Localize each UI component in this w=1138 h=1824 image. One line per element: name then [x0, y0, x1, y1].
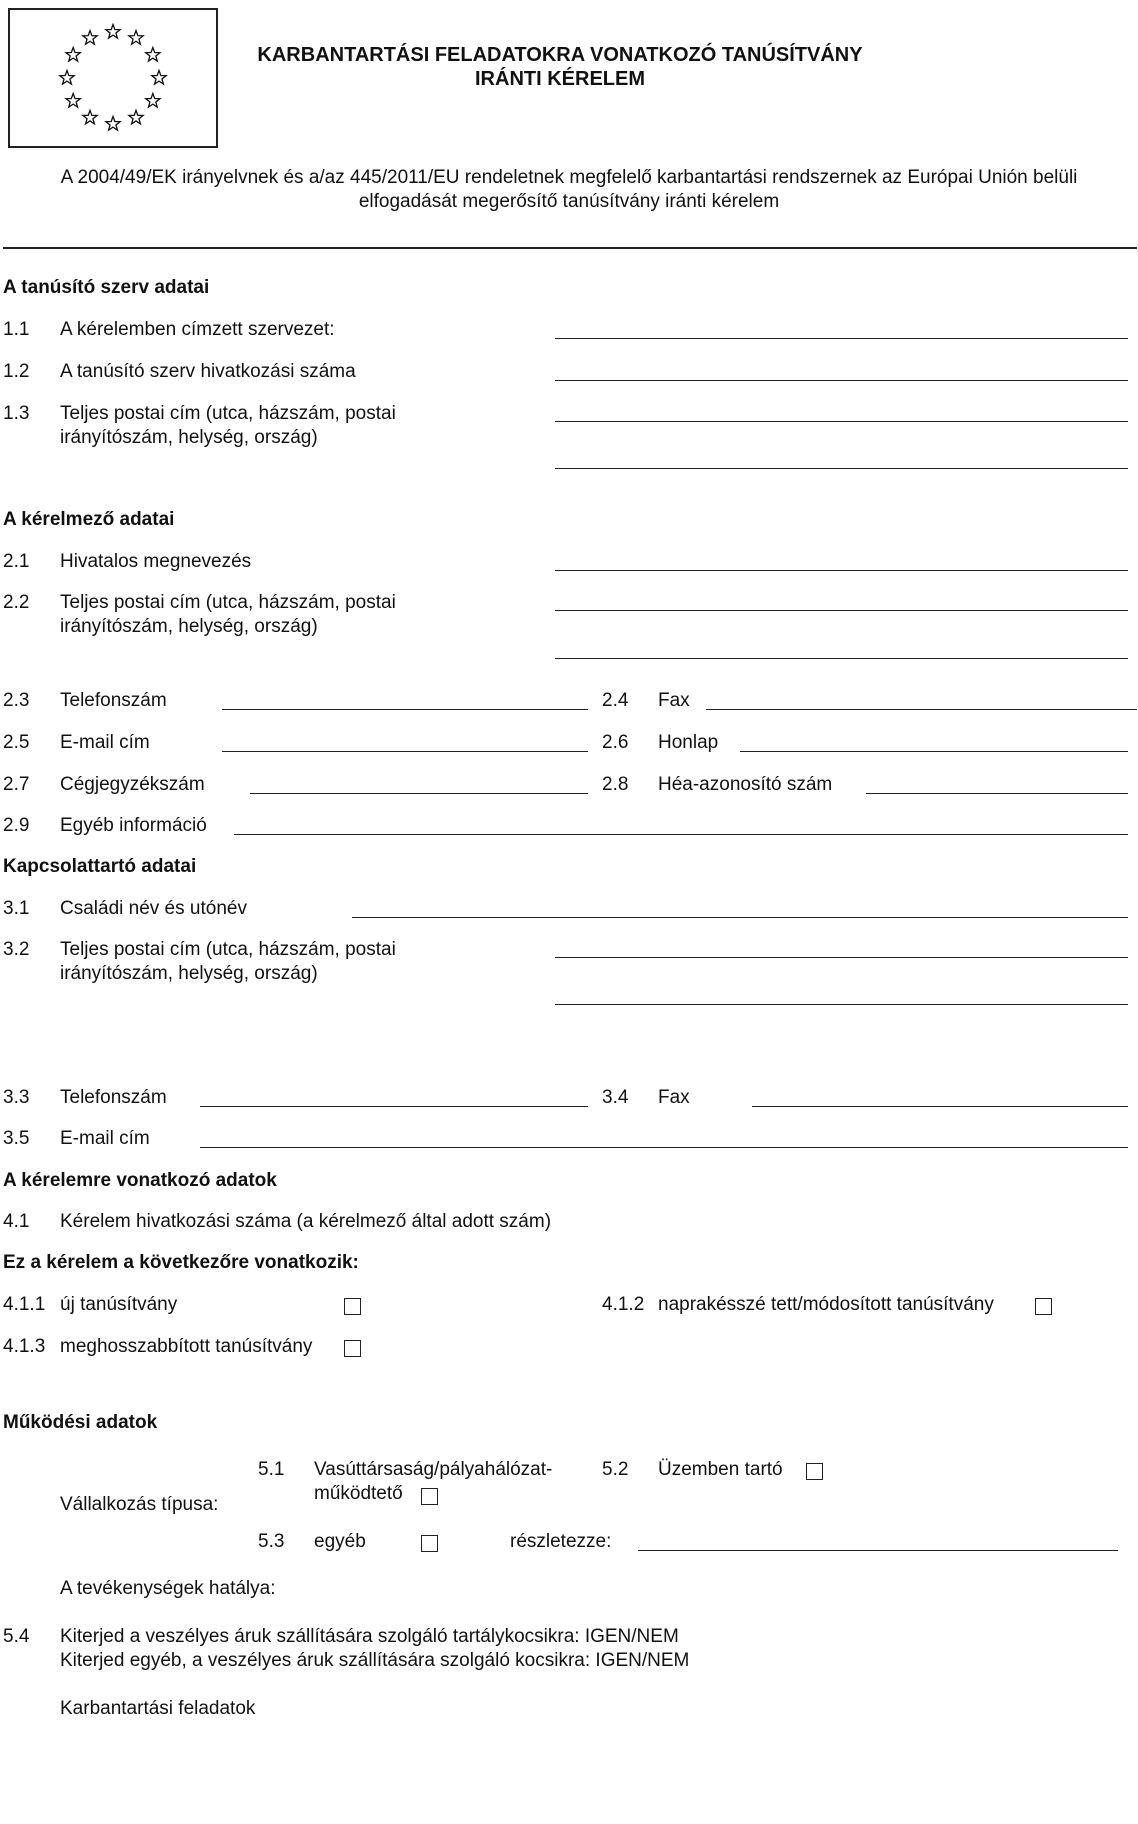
row-3-4-number: 3.4	[602, 1087, 629, 1108]
row-1-2-number: 1.2	[3, 361, 30, 382]
row-3-4-field[interactable]	[752, 1106, 1128, 1107]
row-2-2-label-line2: irányítószám, helység, ország)	[60, 616, 318, 637]
row-2-8-label: Héa-azonosító szám	[658, 774, 833, 795]
row-1-1-label: A kérelemben címzett szervezet:	[60, 319, 335, 340]
star-icon	[129, 31, 143, 45]
row-2-6-number: 2.6	[602, 732, 629, 753]
row-3-5-label: E-mail cím	[60, 1128, 150, 1149]
section2-heading: A kérelmező adatai	[3, 509, 175, 530]
row-2-2-field-line1[interactable]	[555, 610, 1128, 611]
row-2-5-field[interactable]	[222, 751, 588, 752]
maintenance-tasks-label: Karbantartási feladatok	[60, 1698, 256, 1719]
row-2-9-label: Egyéb információ	[60, 815, 207, 836]
row-2-1-label: Hivatalos megnevezés	[60, 551, 252, 572]
row-2-8-field[interactable]	[866, 793, 1128, 794]
option-4-1-3-number: 4.1.3	[3, 1336, 46, 1357]
row-2-1-field[interactable]	[555, 570, 1128, 571]
row-5-3-detail-label: részletezze:	[510, 1531, 612, 1552]
updated-certificate-checkbox[interactable]	[1035, 1298, 1052, 1315]
option-4-1-2-number: 4.1.2	[602, 1294, 645, 1315]
railway-undertaking-checkbox[interactable]	[421, 1488, 438, 1505]
extended-certificate-checkbox[interactable]	[344, 1340, 361, 1357]
row-5-3-detail-field[interactable]	[638, 1550, 1118, 1551]
row-3-1-field[interactable]	[352, 917, 1128, 918]
row-1-3-field-line1[interactable]	[555, 421, 1128, 422]
row-2-6-label: Honlap	[658, 732, 719, 753]
row-5-1-label-line1: Vasúttársaság/pályahálózat-	[314, 1459, 553, 1480]
star-icon	[146, 94, 160, 108]
new-certificate-checkbox[interactable]	[344, 1298, 361, 1315]
row-2-3-field[interactable]	[222, 709, 588, 710]
row-2-2-field-line2[interactable]	[555, 658, 1128, 659]
row-2-3-number: 2.3	[3, 690, 30, 711]
row-3-3-number: 3.3	[3, 1087, 30, 1108]
row-3-5-number: 3.5	[3, 1128, 30, 1149]
star-icon	[66, 94, 80, 108]
star-icon	[66, 48, 80, 62]
row-4-1-number: 4.1	[3, 1211, 30, 1232]
enterprise-type-label: Vállalkozás típusa:	[60, 1494, 219, 1515]
row-5-4-line1: Kiterjed a veszélyes áruk szállítására szolgáló tartálykocsikra: IGEN/NEM	[60, 1626, 679, 1647]
eu-stars-icon	[10, 10, 216, 146]
row-2-9-field[interactable]	[234, 834, 1128, 835]
row-2-7-number: 2.7	[3, 774, 30, 795]
row-5-1-label-line2: működtető	[314, 1483, 403, 1504]
row-1-3-label-line1: Teljes postai cím (utca, házszám, postai	[60, 403, 396, 424]
form-title-line1: KARBANTARTÁSI FELADATOKRA VONATKOZÓ TANÚSÍTVÁNY	[257, 44, 863, 66]
row-2-5-label: E-mail cím	[60, 732, 150, 753]
form-title-line2: IRÁNTI KÉRELEM	[475, 68, 645, 90]
row-3-4-label: Fax	[658, 1087, 690, 1108]
row-5-1-number: 5.1	[258, 1459, 285, 1480]
star-icon	[60, 71, 74, 85]
row-1-3-field-line2[interactable]	[555, 468, 1128, 469]
star-icon	[152, 71, 166, 85]
row-2-4-label: Fax	[658, 690, 690, 711]
form-subtitle-line1: A 2004/49/EK irányelvnek és a/az 445/2011/EU rendeletnek megfelelő karbantartási rendszernek az Európai Unión belüli	[60, 167, 1078, 188]
row-2-4-number: 2.4	[602, 690, 629, 711]
row-2-5-number: 2.5	[3, 732, 30, 753]
row-1-2-field[interactable]	[555, 380, 1128, 381]
star-icon	[83, 31, 97, 45]
row-3-1-number: 3.1	[3, 898, 30, 919]
section1-heading: A tanúsító szerv adatai	[3, 277, 210, 298]
row-3-3-label: Telefonszám	[60, 1087, 167, 1108]
row-3-2-label-line1: Teljes postai cím (utca, házszám, postai	[60, 939, 396, 960]
row-3-1-label: Családi név és utónév	[60, 898, 247, 919]
scope-label: A tevékenységek hatálya:	[60, 1578, 276, 1599]
row-1-1-number: 1.1	[3, 319, 30, 340]
section4-heading: A kérelemre vonatkozó adatok	[3, 1170, 277, 1191]
row-3-2-number: 3.2	[3, 939, 30, 960]
row-3-2-label-line2: irányítószám, helység, ország)	[60, 963, 318, 984]
star-icon	[83, 110, 97, 124]
row-3-3-field[interactable]	[200, 1106, 588, 1107]
option-4-1-1-label: új tanúsítvány	[60, 1294, 178, 1315]
row-2-8-number: 2.8	[602, 774, 629, 795]
row-1-2-label: A tanúsító szerv hivatkozási száma	[60, 361, 356, 382]
row-2-4-field[interactable]	[706, 709, 1137, 710]
keeper-checkbox[interactable]	[806, 1463, 823, 1480]
form-subtitle-line2: elfogadását megerősítő tanúsítvány iránti kérelem	[358, 191, 780, 212]
header-divider	[3, 247, 1137, 249]
row-5-2-number: 5.2	[602, 1459, 629, 1480]
row-2-3-label: Telefonszám	[60, 690, 167, 711]
row-2-7-field[interactable]	[250, 793, 588, 794]
option-4-1-3-label: meghosszabbított tanúsítvány	[60, 1336, 313, 1357]
row-2-2-label-line1: Teljes postai cím (utca, házszám, postai	[60, 592, 396, 613]
row-5-3-label: egyéb	[314, 1531, 366, 1552]
row-1-3-number: 1.3	[3, 403, 30, 424]
row-2-1-number: 2.1	[3, 551, 30, 572]
row-5-2-label: Üzemben tartó	[658, 1459, 783, 1480]
section4-subheading: Ez a kérelem a következőre vonatkozik:	[3, 1252, 359, 1273]
star-icon	[146, 48, 160, 62]
row-1-1-field[interactable]	[555, 338, 1128, 339]
row-5-4-line2: Kiterjed egyéb, a veszélyes áruk szállítására szolgáló kocsikra: IGEN/NEM	[60, 1650, 690, 1671]
row-5-3-number: 5.3	[258, 1531, 285, 1552]
row-4-1-label: Kérelem hivatkozási száma (a kérelmező által adott szám)	[60, 1211, 552, 1232]
row-2-7-label: Cégjegyzékszám	[60, 774, 205, 795]
row-2-9-number: 2.9	[3, 815, 30, 836]
star-icon	[106, 117, 120, 131]
star-icon	[106, 25, 120, 39]
star-icon	[129, 110, 143, 124]
option-4-1-2-label: naprakésszé tett/módosított tanúsítvány	[658, 1294, 994, 1315]
row-2-6-field[interactable]	[740, 751, 1128, 752]
row-5-4-number: 5.4	[3, 1626, 30, 1647]
row-3-2-field-line1[interactable]	[555, 957, 1128, 958]
row-2-2-number: 2.2	[3, 592, 30, 613]
section5-heading: Működési adatok	[3, 1412, 158, 1433]
section3-heading: Kapcsolattartó adatai	[3, 856, 197, 877]
row-3-5-field[interactable]	[200, 1147, 1128, 1148]
eu-flag-emblem	[8, 8, 218, 148]
row-1-3-label-line2: irányítószám, helység, ország)	[60, 427, 318, 448]
other-type-checkbox[interactable]	[421, 1535, 438, 1552]
option-4-1-1-number: 4.1.1	[3, 1294, 46, 1315]
row-3-2-field-line2[interactable]	[555, 1004, 1128, 1005]
